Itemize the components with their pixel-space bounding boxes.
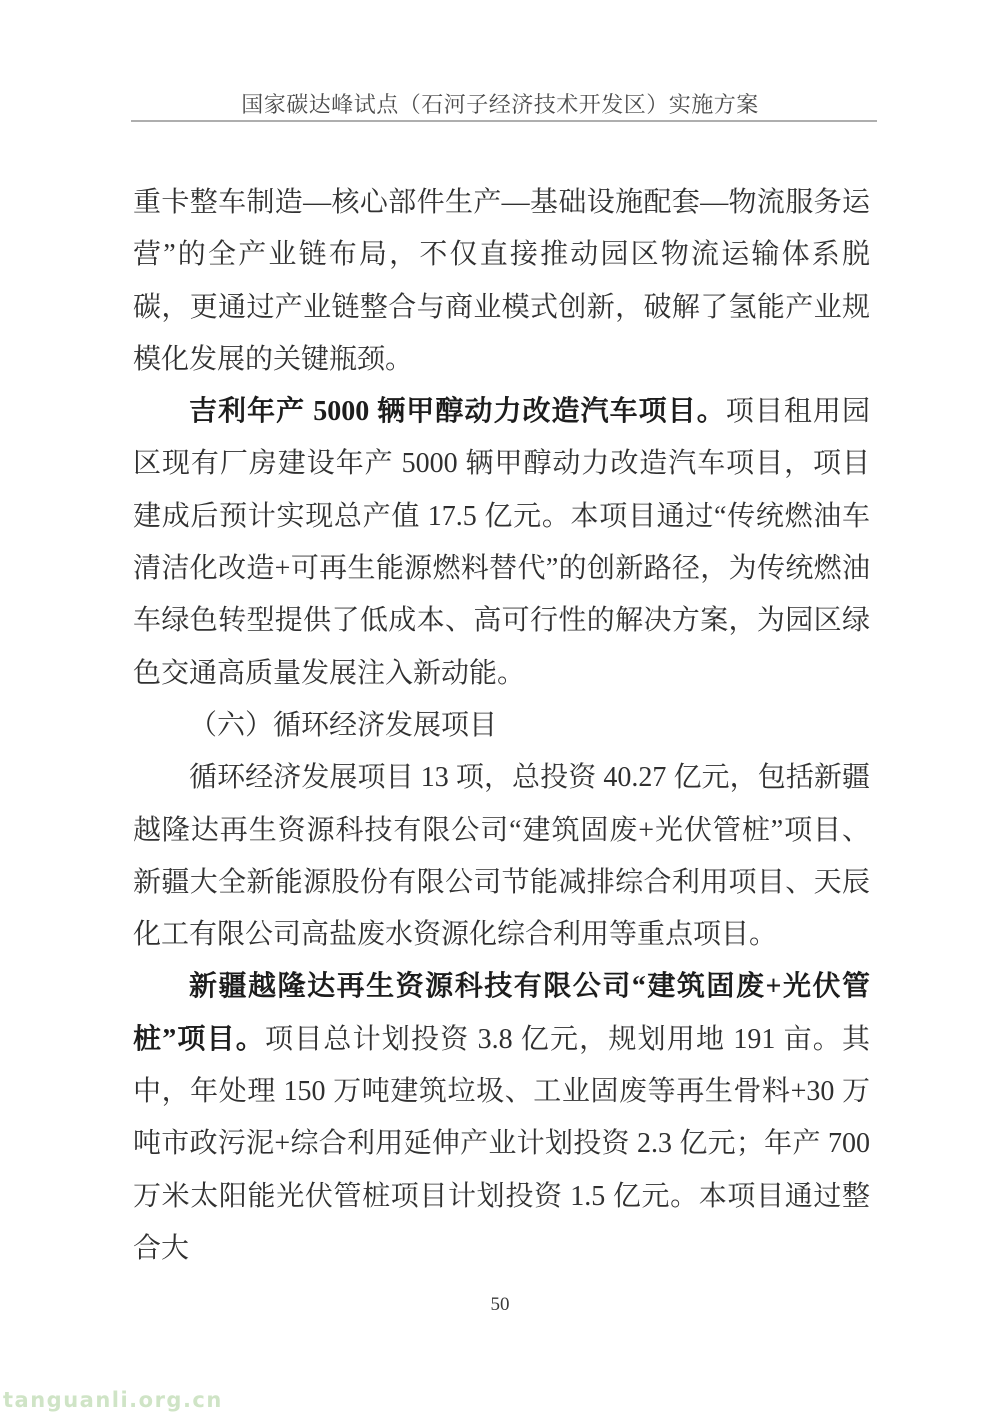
page-number: 50 — [490, 1294, 510, 1315]
paragraph-yuelongda-project — [133, 961, 870, 1275]
paragraph-lead-bold-jili: 吉利年产 5000 辆甲醇动力改造汽车项目。 — [189, 396, 726, 428]
page-header-title: 国家碳达峰试点（石河子经济技术开发区）实施方案 — [241, 92, 759, 117]
paragraph-circular-economy-overview: 循环经济发展项目 13 项，总投资 40.27 亿元，包括新疆越隆达再生资源科技有限公司“建筑固废+光伏管桩”项目、新疆大全新能源股份有限公司节能减排综合利用项目、天辰化工有限公司高盐废水资源化综合利用等重点项目。 — [133, 762, 870, 951]
paragraph-jili-methanol-project — [133, 386, 870, 700]
header-divider — [131, 120, 877, 122]
paragraph-body-jili: 项目租用园区现有厂房建设年产 5000 辆甲醇动力改造汽车项目，项目建成后预计实现总产值 17.5 亿元。本项目通过“传统燃油车清洁化改造+可再生能源燃料替代”的创新路径，为传统燃油车绿色转型提供了低成本、高可行性的解决方案，为园区绿色交通高质量发展注入新动能。 — [133, 396, 870, 689]
section-heading-circular-economy: （六）循环经济发展项目 — [189, 709, 498, 741]
watermark-text: tanguanli.org.cn — [3, 1388, 223, 1412]
document-body — [133, 177, 870, 1275]
paragraph-hydrogen-chain-continuation: 重卡整车制造—核心部件生产—基础设施配套—物流服务运营”的全产业链布局，不仅直接推动园区物流运输体系脱碳，更通过产业链整合与商业模式创新，破解了氢能产业规模化发展的关键瓶颈。 — [133, 187, 870, 375]
paragraph-body-yuelongda: 项目总计划投资 3.8 亿元，规划用地 191 亩。其中，年处理 150 万吨建筑垃圾、工业固废等再生骨料+30 万吨市政污泥+综合利用延伸产业计划投资 2.3 亿元；年产 700 万米太阳能光伏管桩项目计划投资 1.5 亿元。本项目通过整合大 — [133, 1023, 870, 1264]
paragraph-lead-bold-yuelongda: 新疆越隆达再生资源科技有限公司“建筑固废+光伏管桩”项目。 — [133, 971, 870, 1055]
